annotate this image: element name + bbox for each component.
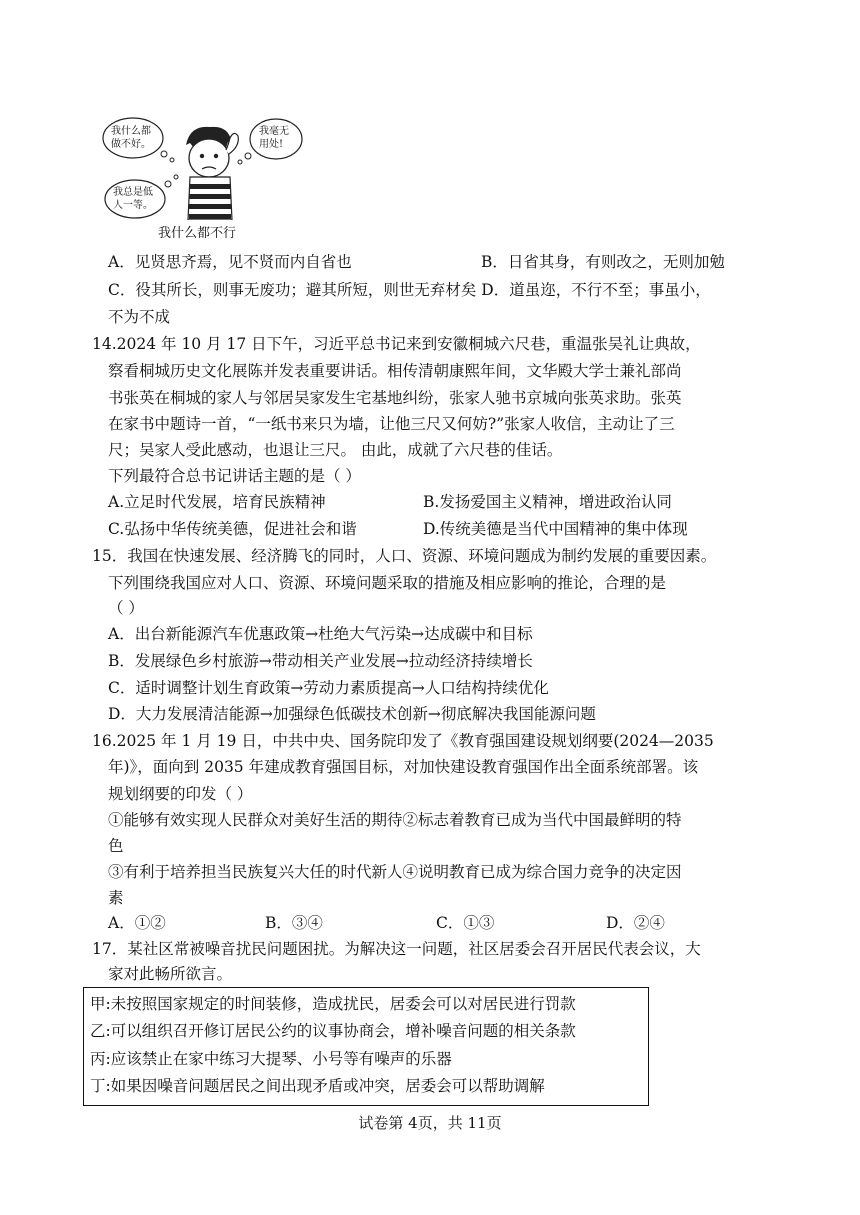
- q15-option-b: B．发展绿色乡村旅游→带动相关产业发展→拉动经济持续增长: [108, 652, 533, 670]
- q16-statement-1-2: ①能够有效实现人民群众对美好生活的期待②标志着教育已成为当代中国最鲜明的特: [108, 811, 682, 829]
- q17-line-1: 17．某社区常被噪音扰民问题困扰。为解决这一问题，社区居委会召开居民代表会议，大: [92, 940, 701, 958]
- bubble-1-line-1: 我什么都: [111, 126, 151, 137]
- q16-option-d: D．②④: [606, 914, 665, 932]
- q17-line-2: 家对此畅所欲言。: [108, 965, 233, 983]
- q14-line-3: 书张英在桐城的家人与邻居吴家发生宅基地纠纷，张家人驰书京城向张英求助。张英: [108, 389, 682, 407]
- q15-line-1: 15．我国在快速发展、经济腾飞的同时，人口、资源、环境问题成为制约发展的重要因素。: [92, 547, 717, 565]
- q14-line-2: 察看桐城历史文化展陈并发表重要讲话。相传清朝康熙年间，文华殿大学士兼礼部尚: [108, 362, 682, 380]
- opinion-yi: 乙:可以组织召开修订居民公约的议事协商会，增补噪音问题的相关条款: [90, 1022, 576, 1040]
- bubble-1-text: [111, 125, 151, 151]
- q15-line-2: 下列围绕我国应对人口、资源、环境问题采取的措施及相应影响的推论，合理的是: [108, 574, 667, 592]
- q13-option-a: A．见贤思齐焉，见不贤而内自省也: [108, 253, 352, 271]
- q16-line-1: 16.2025 年 1 月 19 日，中共中央、国务院印发了《教育强国建设规划纲要(2024—2035: [92, 732, 714, 750]
- q16-statement-2-cont: 色: [108, 837, 124, 855]
- opinion-bing: 丙:应该禁止在家中练习大提琴、小号等有噪声的乐器: [90, 1050, 452, 1068]
- q16-statement-3-4: ③有利于培养担当民族复兴大任的时代新人④说明教育已成为综合国力竞争的决定因: [108, 863, 682, 881]
- cartoon-illustration: [98, 110, 308, 220]
- q15-option-a: A．出台新能源汽车优惠政策→杜绝大气污染→达成碳中和目标: [108, 625, 533, 643]
- page-footer: 试卷第 4页，共 11页: [358, 1114, 502, 1132]
- q16-line-2: 年)》，面向到 2035 年建成教育强国目标，对加快建设教育强国作出全面系统部署。该: [108, 758, 699, 776]
- q15-line-3: （ ）: [108, 599, 144, 617]
- q17-opinions-box: [83, 987, 649, 1106]
- q14-option-c: C.弘扬中华传统美德，促进社会和谐: [108, 520, 357, 538]
- bubble-1-line-2: 做不好。: [111, 139, 151, 150]
- q14-line-5: 尺；吴家人受此感动，也退让三尺。 由此，成就了六尺巷的佳话。: [108, 441, 563, 459]
- q16-statement-4-cont: 素: [108, 889, 124, 907]
- q16-option-b: B．③④: [265, 914, 323, 932]
- bubble-2-text: [259, 125, 289, 151]
- opinion-ding: 丁:如果因噪音问题居民之间出现矛盾或冲突，居委会可以帮助调解: [90, 1077, 545, 1095]
- q16-option-c: C．①③: [436, 914, 495, 932]
- bubble-2-line-2: 用处!: [259, 139, 284, 150]
- q15-option-c: C．适时调整计划生育政策→劳动力素质提高→人口结构持续优化: [108, 679, 549, 697]
- bubble-3-line-1: 我总是低: [113, 187, 153, 198]
- q13-option-c-d: C．役其所长，则事无废功；避其所短，则世无弃材矣 D．道虽迩，不行不至；事虽小，: [108, 281, 711, 299]
- bubble-3-line-2: 人一等。: [113, 200, 153, 211]
- q14-stem: 下列最符合总书记讲话主题的是（ ）: [108, 467, 361, 485]
- q16-line-3: 规划纲要的印发（ ）: [108, 785, 253, 803]
- q14-option-b: B.发扬爱国主义精神，增进政治认同: [423, 493, 672, 511]
- q14-line-1: 14.2024 年 10 月 17 日下午，习近平总书记来到安徽桐城六尺巷，重温张吴礼让典故，: [92, 335, 701, 353]
- q14-option-d: D.传统美德是当代中国精神的集中体现: [423, 520, 688, 538]
- q13-option-d-cont: 不为不成: [108, 308, 171, 326]
- q15-option-d: D．大力发展清洁能源→加强绿色低碳技术创新→彻底解决我国能源问题: [108, 705, 596, 723]
- bubble-2-line-1: 我毫无: [259, 126, 289, 137]
- q14-option-a: A.立足时代发展，培育民族精神: [108, 493, 326, 511]
- cartoon-caption: 我什么都不行: [158, 226, 237, 241]
- opinion-jia: 甲:未按照国家规定的时间装修，造成扰民，居委会可以对居民进行罚款: [90, 995, 576, 1013]
- q13-option-b: B．日省其身，有则改之，无则加勉: [481, 253, 725, 271]
- bubble-3-text: [113, 186, 153, 212]
- q14-line-4: 在家书中题诗一首，“一纸书来只为墙，让他三尺又何妨?”张家人收信，主动让了三: [108, 415, 675, 433]
- q16-option-a: A．①②: [108, 914, 166, 932]
